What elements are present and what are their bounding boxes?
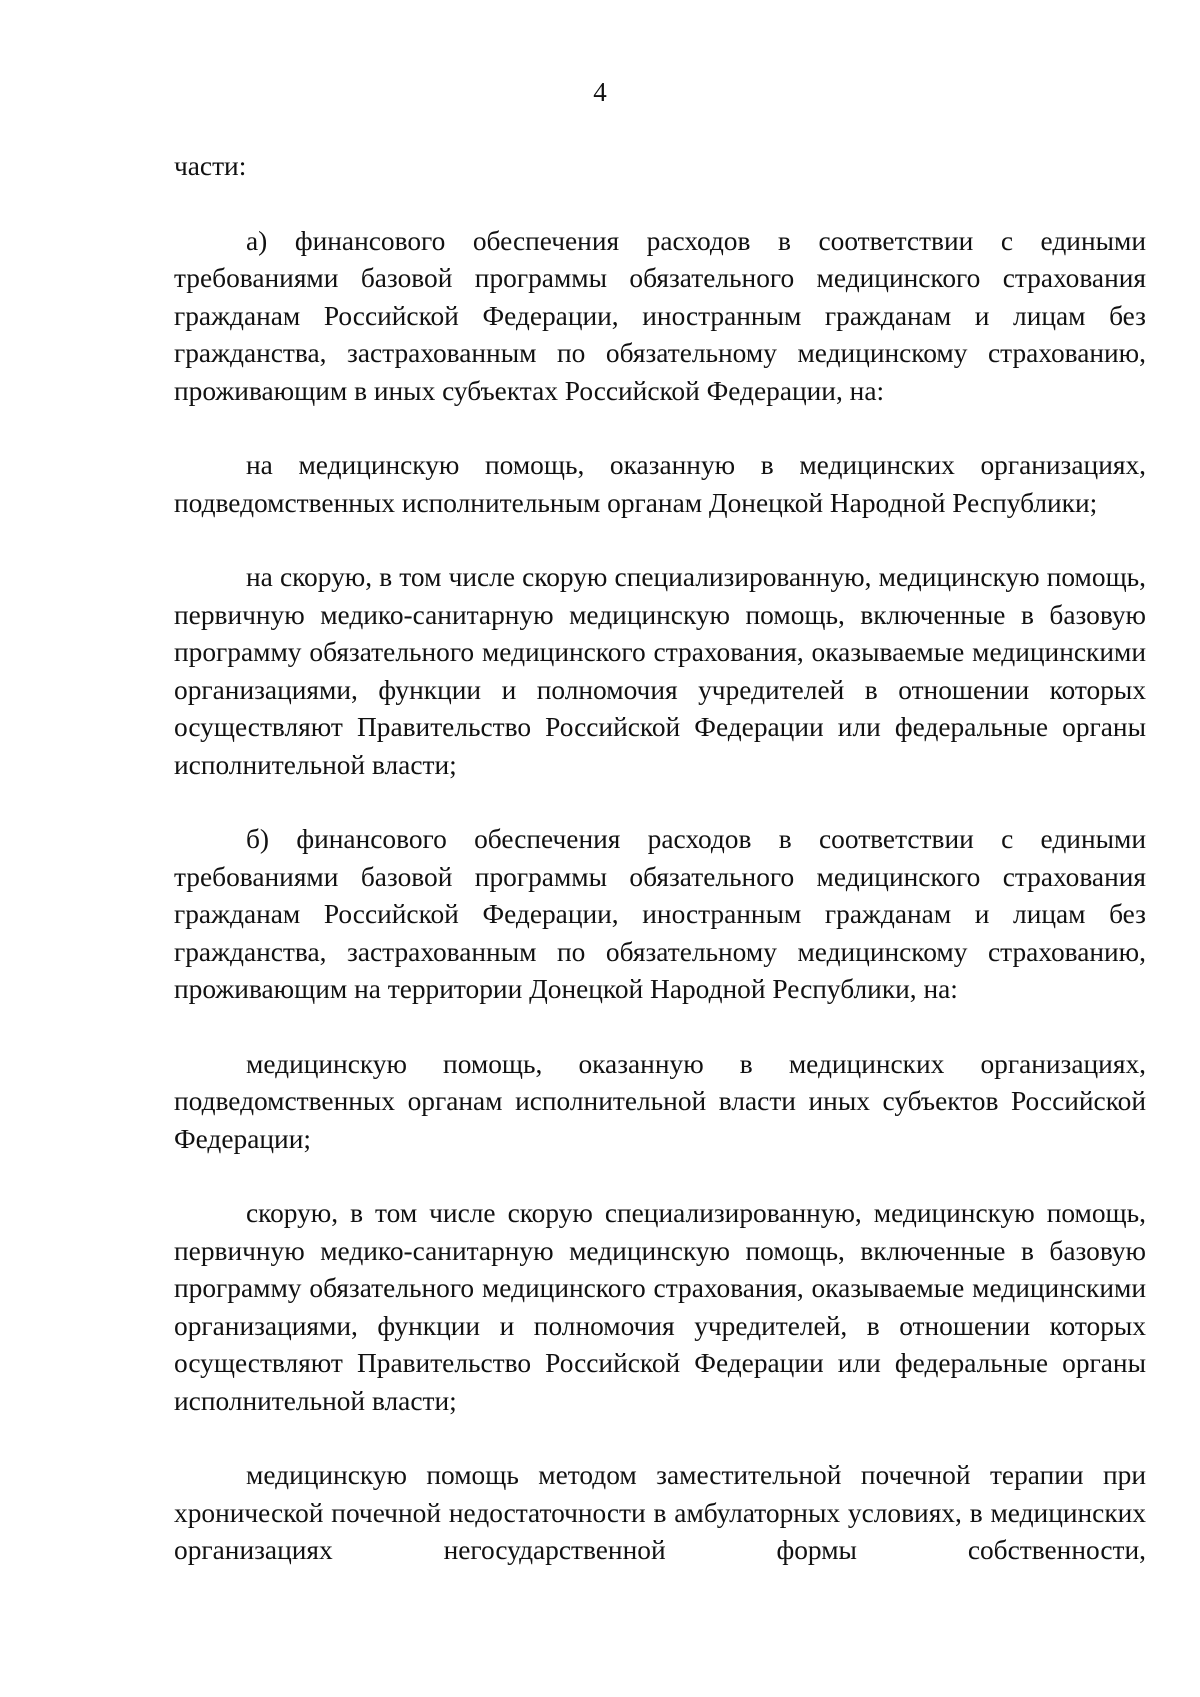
page-number: 4 (593, 77, 607, 107)
paragraph-item-a-subitem-2: на скорую, в том числе скорую специализированную, медицинскую помощь, первичную медико-санитарную медицинскую помощь, включенные в базовую программу обязательного медицинского страхования, оказываемые медицинскими организациями, функции и полномочия учредителей в отношении которых осуществляют Правительство Российской Федерации или федеральные органы исполнительной власти; (174, 562, 1146, 780)
paragraph-item-a: а) финансового обеспечения расходов в соответствии с едиными требованиями базовой программы обязательного медицинского страхования гражданам Российской Федерации, иностранным гражданам и лицам без гражданства, застрахованным по обязательному медицинскому страхованию, проживающим в иных субъектах Российской Федерации, на: (174, 225, 1146, 406)
document-body (174, 148, 1146, 1570)
paragraph-item-b-subitem-3: медицинскую помощь методом заместительной почечной терапии при хронической почечной недостаточности в амбулаторных условиях, в медицинских организациях негосударственной формы собственности, (174, 1460, 1146, 1565)
paragraph-item-b-subitem-1: медицинскую помощь, оказанную в медицинских организациях, подведомственных органам исполнительной власти иных субъектов Российской Федерации; (174, 1048, 1146, 1154)
paragraph-item-b-subitem-2: скорую, в том числе скорую специализированную, медицинскую помощь, первичную медико-санитарную медицинскую помощь, включенные в базовую программу обязательного медицинского страхования, оказываемые медицинскими организациями, функции и полномочия учредителей, в отношении которых осуществляют Правительство Российской Федерации или федеральные органы исполнительной власти; (174, 1198, 1146, 1416)
paragraph-continuation: части: (174, 151, 247, 181)
paragraph-item-b: б) финансового обеспечения расходов в соответствии с едиными требованиями базовой программы обязательного медицинского страхования гражданам Российской Федерации, иностранным гражданам и лицам без гражданства, застрахованным по обязательному медицинскому страхованию, проживающим на территории Донецкой Народной Республики, на: (174, 824, 1146, 1004)
paragraph-item-a-subitem-1: на медицинскую помощь, оказанную в медицинских организациях, подведомственных исполнительным органам Донецкой Народной Республики; (174, 450, 1146, 518)
